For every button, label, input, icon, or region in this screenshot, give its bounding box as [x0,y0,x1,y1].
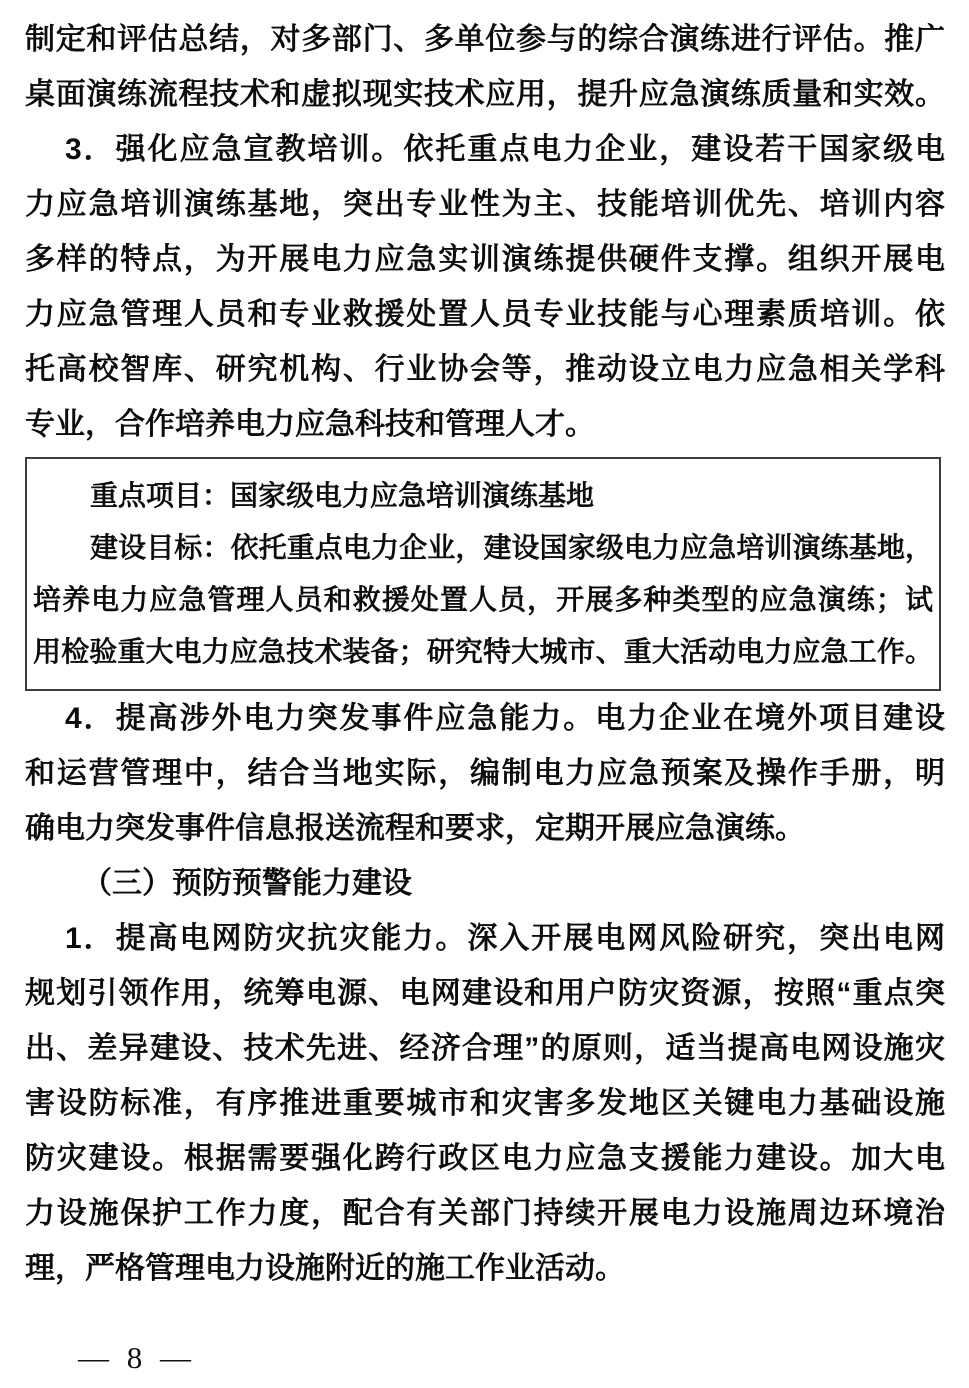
page-number: — 8 — [78,1340,191,1375]
text-line: 3．强化应急宣教培训。依托重点电力企业，建设若干国家级电 [65,133,945,166]
text-line: 专业，合作培养电力应急科技和管理人才。 [25,408,595,441]
text-line: 1．提高电网防灾抗灾能力。深入开展电网风险研究，突出电网 [65,922,945,955]
text-line: 培养电力应急管理人员和救援处置人员，开展多种类型的应急演练；试 [33,584,933,615]
text-line: 4．提高涉外电力突发事件应急能力。电力企业在境外项目建设 [65,702,945,735]
key-project-box [25,457,941,691]
text-line: 用检验重大电力应急技术装备；研究特大城市、重大活动电力应急工作。 [33,636,933,667]
text-line: 力设施保护工作力度，配合有关部门持续开展电力设施周边环境治 [25,1197,945,1230]
document-body [25,12,945,1296]
text-line: 制定和评估总结，对多部门、多单位参与的综合演练进行评估。推广 [25,23,945,56]
text-line: 害设防标准，有序推进重要城市和灾害多发地区关键电力基础设施 [25,1087,945,1120]
text-line: 规划引领作用，统筹电源、电网建设和用户防灾资源，按照“重点突 [25,977,945,1010]
text-line: 力应急培训演练基地，突出专业性为主、技能培训优先、培训内容 [25,188,945,221]
text-line: 理，严格管理电力设施附近的施工作业活动。 [25,1252,625,1285]
text-line: 力应急管理人员和专业救援处置人员专业技能与心理素质培训。依 [25,298,945,331]
text-line: 托高校智库、研究机构、行业协会等，推动设立电力应急相关学科 [25,353,945,386]
section-heading: （三）预防预警能力建设 [82,867,412,900]
text-line: 建设目标：依托重点电力企业，建设国家级电力应急培训演练基地， [90,532,933,563]
text-line: 和运营管理中，结合当地实际，编制电力应急预案及操作手册，明 [25,757,945,790]
text-line: 防灾建设。根据需要强化跨行政区电力应急支援能力建设。加大电 [25,1142,945,1175]
text-line: 重点项目：国家级电力应急培训演练基地 [90,480,595,511]
text-line: 多样的特点，为开展电力应急实训演练提供硬件支撑。组织开展电 [25,243,945,276]
text-line: 确电力突发事件信息报送流程和要求，定期开展应急演练。 [25,812,805,845]
text-line: 出、差异建设、技术先进、经济合理”的原则，适当提高电网设施灾 [25,1032,945,1065]
text-line: 桌面演练流程技术和虚拟现实技术应用，提升应急演练质量和实效。 [25,78,945,111]
